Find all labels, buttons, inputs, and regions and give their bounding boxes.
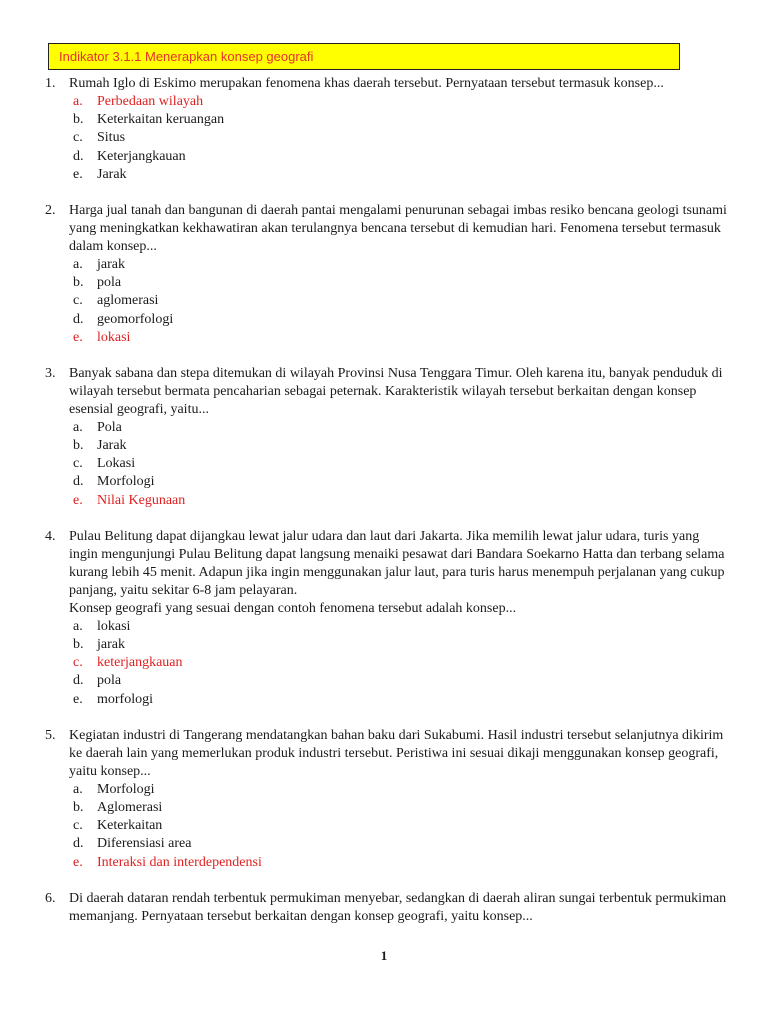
answer-option (0, 799, 768, 817)
option-text: Jarak (97, 438, 127, 454)
option-text: Aglomerasi (97, 799, 163, 815)
option-letter: e. (73, 329, 83, 345)
answer-options (0, 618, 768, 709)
option-text: Jarak (97, 166, 127, 182)
answer-option (0, 129, 768, 147)
option-letter: a. (73, 256, 83, 272)
option-letter: c. (73, 818, 83, 834)
option-letter: b. (73, 275, 84, 291)
page-number: 1 (380, 948, 388, 963)
answer-option (0, 256, 768, 274)
answer-option (0, 311, 768, 329)
question-3 (0, 365, 768, 510)
option-letter: b. (73, 112, 84, 128)
option-text: Diferensiasi area (97, 836, 192, 852)
option-text: keterjangkauan (97, 655, 183, 671)
option-text: Perbedaan wilayah (97, 94, 204, 109)
answer-options (0, 256, 768, 347)
option-text: lokasi (97, 329, 131, 345)
option-letter: e. (73, 492, 83, 508)
option-text: Situs (97, 130, 126, 146)
option-letter: e. (73, 691, 83, 707)
option-letter: a. (73, 419, 83, 435)
option-letter: a. (73, 781, 83, 797)
answer-option-correct (0, 329, 768, 347)
answer-option (0, 419, 768, 437)
question-1 (0, 75, 768, 184)
option-text: Keterjangkauan (97, 148, 186, 164)
answer-option (0, 817, 768, 835)
option-text: aglomerasi (97, 293, 159, 309)
question-text (69, 528, 729, 618)
option-text: Keterkaitan (97, 818, 163, 834)
question-paragraph: Konsep geografi yang sesuai dengan contoh fenomena tersebut adalah konsep... (69, 600, 517, 616)
option-letter: e. (73, 166, 83, 182)
option-text: pola (97, 673, 122, 689)
option-letter: a. (73, 94, 83, 109)
answer-option-correct (0, 492, 768, 510)
question-paragraph: Di daerah dataran rendah terbentuk permukiman menyebar, sedangkan di daerah aliran sungai terbentuk permukiman memanjang. Pernyataan tersebut berkaitan dengan konsep geografi, yaitu konsep... (69, 890, 727, 924)
answer-option (0, 618, 768, 636)
option-text: lokasi (97, 618, 131, 634)
option-letter: d. (73, 311, 84, 327)
question-5 (0, 727, 768, 872)
option-letter: b. (73, 799, 84, 815)
option-letter: d. (73, 474, 84, 490)
question-2 (0, 202, 768, 347)
answer-option (0, 166, 768, 184)
option-letter: e. (73, 854, 83, 870)
question-6 (0, 890, 768, 926)
option-letter: c. (73, 293, 83, 309)
question-paragraph: Banyak sabana dan stepa ditemukan di wilayah Provinsi Nusa Tenggara Timur. Oleh karena itu, banyak penduduk di wilayah tersebut bermata pencaharian sebagai peternak. Karakteristik wilayah tersebut berkaitan dengan konsep esensial geografi, yaitu... (69, 365, 723, 417)
option-letter: b. (73, 438, 84, 454)
answer-option (0, 672, 768, 690)
answer-option-correct (0, 93, 768, 111)
option-letter: c. (73, 655, 83, 671)
option-letter: c. (73, 456, 83, 472)
option-text: jarak (97, 637, 125, 652)
question-paragraph: Harga jual tanah dan bangunan di daerah pantai mengalami penurunan sebagai imbas resiko bencana geologi tsunami yang meningkatkan kekhawatiran akan terulangnya bencana tersebut di kemudian hari. Fenomena tersebut termasuk dalam konsep... (69, 202, 727, 254)
question-paragraph: Rumah Iglo di Eskimo merupakan fenomena khas daerah tersebut. Pernyataan tersebut termasuk konsep... (69, 76, 664, 91)
option-text: Nilai Kegunaan (97, 492, 186, 508)
option-letter: d. (73, 836, 84, 852)
option-text: Pola (97, 419, 122, 435)
question-text (69, 202, 729, 256)
answer-option-correct (0, 854, 768, 872)
question-text (69, 727, 729, 781)
question-paragraph: Pulau Belitung dapat dijangkau lewat jalur udara dan laut dari Jakarta. Jika memilih lewat jalur udara, turis yang ingin mengunjungi Pulau Belitung dapat langsung menaiki pesawat dari Bandara Soekarno Hatta dan terbang selama kurang lebih 45 menit. Adapun jika ingin menggunakan jalur laut, para turis harus menempuh perjalanan yang cukup panjang, yaitu sekitar 6-8 jam pelayaran. (69, 528, 725, 598)
option-text: geomorfologi (97, 311, 174, 327)
option-text: Keterkaitan keruangan (97, 112, 225, 128)
answer-option (0, 473, 768, 491)
option-letter: d. (73, 673, 84, 689)
answer-options (0, 93, 768, 184)
option-text: Morfologi (97, 474, 155, 490)
question-number: 6. (45, 890, 56, 906)
answer-option-correct (0, 654, 768, 672)
option-text: Interaksi dan interdependensi (97, 854, 262, 870)
answer-option (0, 111, 768, 129)
answer-option (0, 691, 768, 709)
answer-options (0, 419, 768, 510)
answer-option (0, 274, 768, 292)
question-list (0, 75, 768, 944)
option-text: jarak (97, 256, 125, 272)
option-text: morfologi (97, 691, 153, 707)
question-number: 5. (45, 727, 56, 743)
answer-option (0, 148, 768, 166)
question-number: 1. (45, 76, 56, 91)
question-number: 3. (45, 365, 56, 381)
option-letter: a. (73, 618, 83, 634)
question-text (69, 365, 729, 419)
question-paragraph: Kegiatan industri di Tangerang mendatangkan bahan baku dari Sukabumi. Hasil industri tersebut selanjutnya dikirim ke daerah lain yang memerlukan produk industri tersebut. Peristiwa ini sesuai dikaji menggunakan konsep geografi, yaitu konsep... (69, 727, 724, 779)
indicator-banner: Indikator 3.1.1 Menerapkan konsep geografi (48, 43, 680, 70)
answer-option (0, 437, 768, 455)
question-4 (0, 528, 768, 709)
answer-option (0, 835, 768, 853)
option-letter: d. (73, 148, 84, 164)
answer-options (0, 781, 768, 872)
answer-option (0, 292, 768, 310)
question-number: 4. (45, 528, 56, 544)
answer-option (0, 455, 768, 473)
question-number: 2. (45, 202, 56, 218)
answer-option (0, 781, 768, 799)
option-text: pola (97, 275, 122, 291)
option-text: Morfologi (97, 781, 155, 797)
option-letter: b. (73, 637, 84, 652)
question-text (69, 75, 729, 93)
option-text: Lokasi (97, 456, 136, 472)
option-letter: c. (73, 130, 83, 146)
question-text (69, 890, 729, 926)
answer-option (0, 636, 768, 654)
